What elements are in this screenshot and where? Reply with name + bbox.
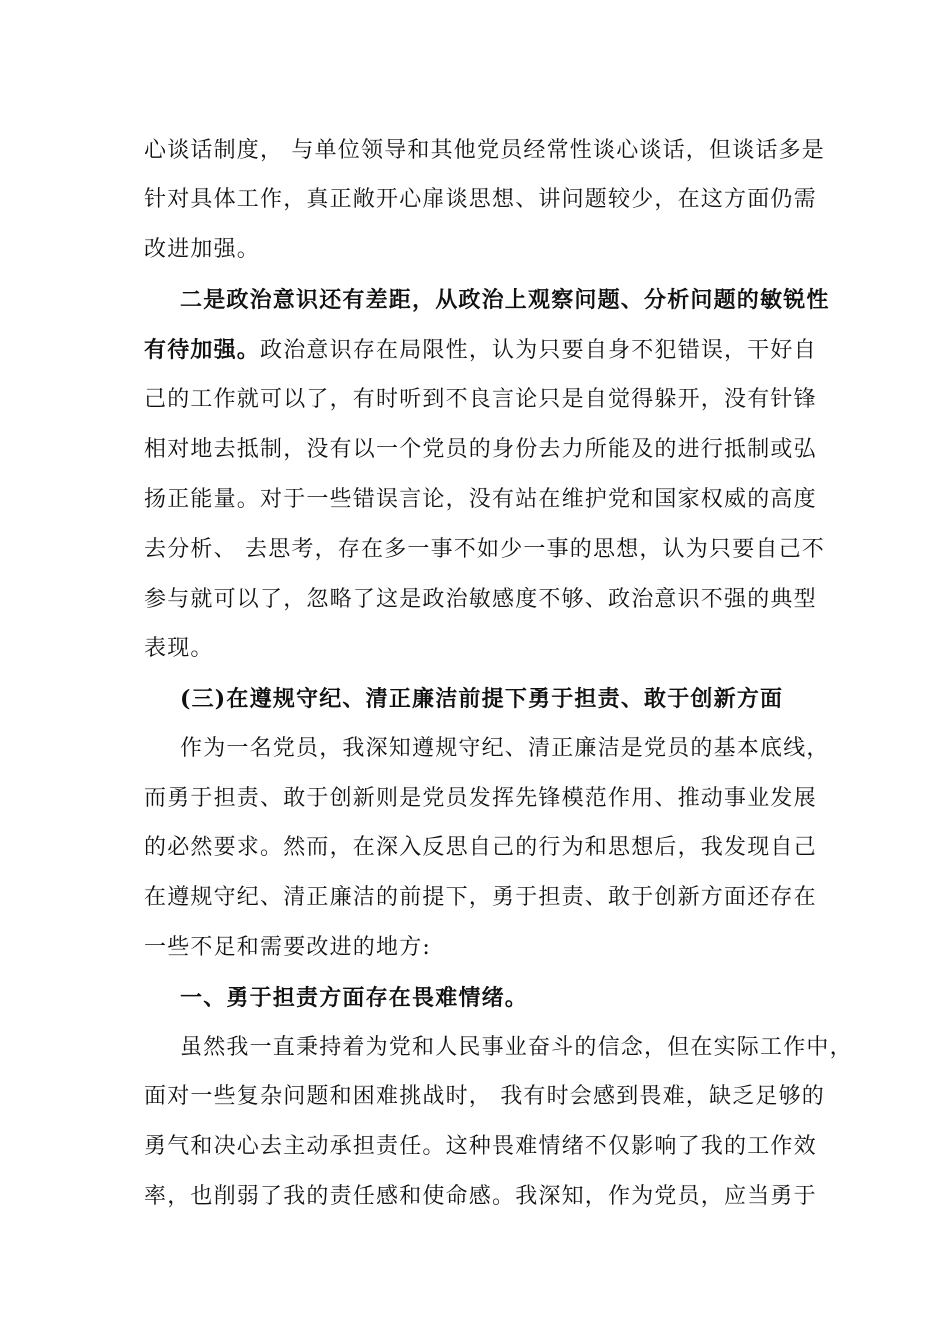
text-line: 一些不足和需要改进的地方:	[144, 935, 432, 960]
text-line: 相对地去抵制，没有以一个党员的身份去力所能及的进行抵制或弘	[144, 437, 817, 462]
text-line: 扬正能量。对于一些错误言论，没有站在维护党和国家权威的高度	[144, 487, 817, 512]
section-heading: 二是政治意识还有差距，从政治上观察问题、分析问题的敏锐性	[180, 287, 830, 313]
text-line: 在遵规守纪、清正廉洁的前提下，勇于担责、敢于创新方面还存在	[144, 885, 817, 910]
text-line: 虽然我一直秉持着为党和人民事业奋斗的信念，但在实际工作中，	[180, 1035, 853, 1060]
text-line: 勇气和决心去主动承担责任。这种畏难情绪不仅影响了我的工作效	[144, 1134, 817, 1159]
heading-continuation: 有待加强。	[144, 337, 261, 363]
text-line: 去分析、 去思考，存在多一事不如少一事的思想，认为只要自己不	[144, 537, 825, 562]
text-line: 针对具体工作，真正敞开心扉谈思想、讲问题较少，在这方面仍需	[144, 187, 817, 212]
text-line: 改进加强。	[144, 237, 261, 262]
text-line: 参与就可以了，忽略了这是政治敏感度不够、政治意识不强的典型	[144, 587, 817, 612]
text-line: 己的工作就可以了，有时听到不良言论只是自觉得躲开，没有针锋	[144, 387, 817, 412]
text-line: 而勇于担责、敢于创新则是党员发挥先锋模范作用、推动事业发展	[144, 786, 817, 811]
subsection-heading: (三)在遵规守纪、清正廉洁前提下勇于担责、敢于创新方面	[180, 686, 784, 712]
text-line: 面对一些复杂问题和困难挑战时， 我有时会感到畏难，缺乏足够的	[144, 1084, 825, 1109]
text-line: 表现。	[144, 636, 214, 661]
text-run: 政治意识存在局限性，认为只要自身不犯错误，干好自	[260, 338, 817, 363]
text-line: 心谈话制度， 与单位领导和其他党员经常性谈心谈话，但谈话多是	[144, 138, 825, 163]
text-line: 作为一名党员，我深知遵规守纪、清正廉洁是党员的基本底线，	[180, 736, 830, 761]
text-line	[144, 335, 817, 366]
text-line: 的必然要求。然而，在深入反思自己的行为和思想后，我发现自己	[144, 835, 817, 860]
text-line: 率，也削弱了我的责任感和使命感。我深知，作为党员，应当勇于	[144, 1184, 817, 1209]
point-heading: 一、勇于担责方面存在畏难情绪。	[180, 985, 529, 1011]
